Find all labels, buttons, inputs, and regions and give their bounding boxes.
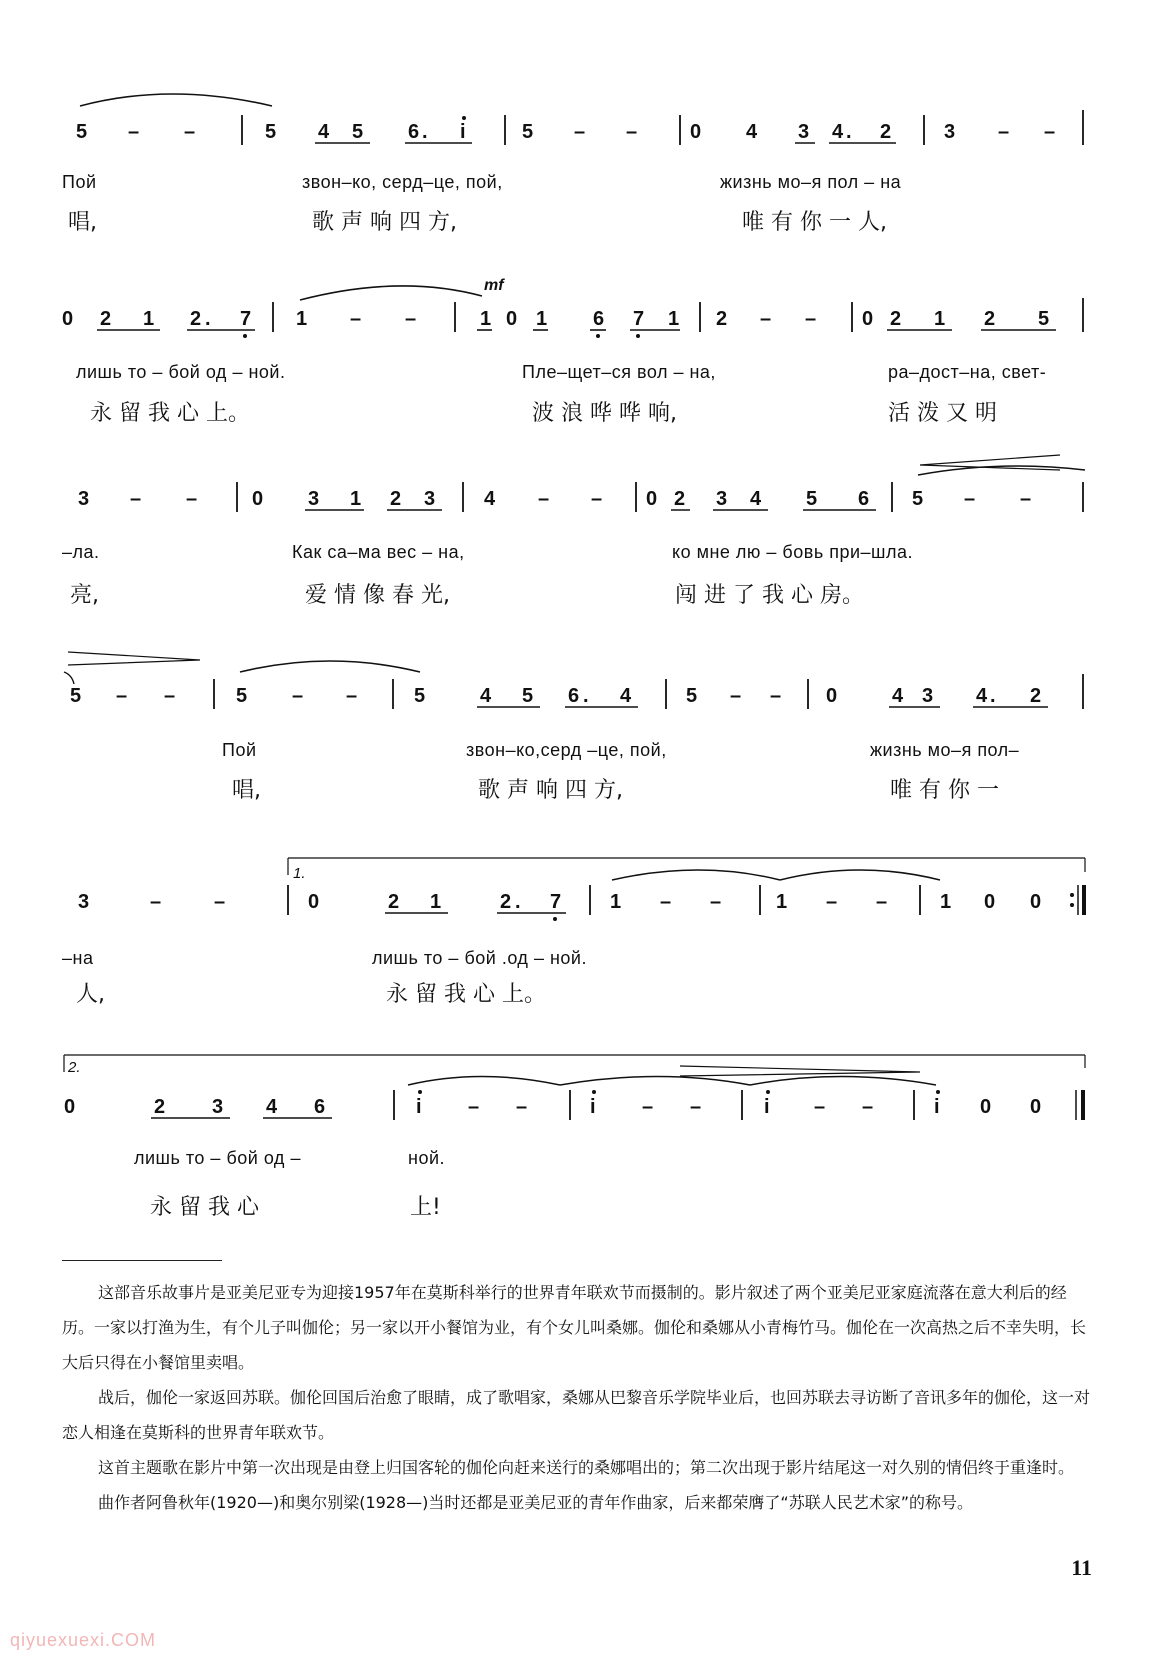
chinese-lyrics-line-5 [0,977,1150,1007]
svg-text:7: 7 [240,308,252,330]
svg-text:–: – [998,121,1010,143]
svg-text:–: – [826,891,838,913]
svg-text:–: – [642,1096,654,1118]
lyric-text: звон–ко,серд –це, пой, [466,740,667,760]
svg-text:4: 4 [480,685,492,707]
svg-text:3: 3 [922,685,934,707]
lyric-text: лишь то – бой од – ной. [76,362,286,382]
lyric-text: 永 留 我 心 上。 [90,401,250,426]
svg-text:.: . [205,308,211,330]
svg-text:0: 0 [252,488,264,510]
svg-text:–: – [805,308,817,330]
svg-text:0: 0 [64,1096,76,1118]
svg-text:–: – [292,685,304,707]
svg-text:–: – [814,1096,826,1118]
svg-text:0: 0 [506,308,518,330]
svg-text:3: 3 [212,1096,224,1118]
footnote-text [62,1275,1092,1520]
mf-dynamic-mark: mf [484,277,504,294]
chinese-lyrics-line-3 [0,578,1150,608]
svg-text:3: 3 [78,488,90,510]
svg-text:4: 4 [750,488,762,510]
second-ending-label: 2. [68,1059,81,1076]
svg-text:–: – [690,1096,702,1118]
footnote-divider [62,1260,222,1261]
svg-text:5: 5 [522,121,534,143]
svg-text:1: 1 [536,308,548,330]
lyric-text: 爱 情 像 春 光, [305,583,450,608]
svg-text:5: 5 [1038,308,1050,330]
svg-text:5: 5 [352,121,364,143]
svg-text:–: – [770,685,782,707]
svg-text:i: i [460,121,466,143]
lyric-text: ной. [408,1148,446,1168]
footnote-paragraph: 这部音乐故事片是亚美尼亚专为迎接1957年在莫斯科举行的世界青年联欢节而摄制的。影片叙述了两个亚美尼亚家庭流落在意大利后的经历。一家以打渔为生，有个儿子叫伽伦；另一家以开小餐馆为业，有个女儿叫桑娜。伽伦和桑娜从小青梅竹马。伽伦在一次高热之后不幸失明，长大后只得在小餐馆里卖唱。 [62,1283,1087,1372]
lyric-text: 歌 声 响 四 方, [478,778,623,803]
svg-text:4: 4 [892,685,904,707]
svg-text:–: – [164,685,176,707]
svg-text:i: i [934,1096,940,1118]
svg-text:1: 1 [668,308,680,330]
svg-text:4: 4 [318,121,330,143]
svg-text:–: – [350,308,362,330]
svg-text:0: 0 [984,891,996,913]
watermark: qiyuexuexi.COM [10,1630,157,1650]
svg-text:3: 3 [78,891,90,913]
svg-text:2: 2 [984,308,996,330]
svg-text:5: 5 [236,685,248,707]
lyric-text: –на [62,948,94,968]
svg-text:3: 3 [424,488,436,510]
svg-text:1: 1 [350,488,362,510]
lyric-text: ко мне лю – бовь при–шла. [672,542,913,562]
svg-text:6: 6 [593,308,605,330]
page-number: 11 [1071,1555,1092,1580]
svg-text:2: 2 [716,308,728,330]
svg-text:6: 6 [314,1096,326,1118]
svg-text:0: 0 [1030,1096,1042,1118]
svg-text:–: – [1020,488,1032,510]
svg-text:2: 2 [1030,685,1042,707]
svg-text:5: 5 [806,488,818,510]
svg-text:5: 5 [686,685,698,707]
svg-text:1: 1 [296,308,308,330]
lyric-text: 唯 有 你 一 人, [742,210,887,235]
chinese-lyrics-line-6 [0,1190,1150,1220]
svg-text:.: . [515,891,521,913]
svg-text:2: 2 [674,488,686,510]
svg-text:0: 0 [646,488,658,510]
svg-text:2: 2 [500,891,512,913]
footnote-paragraph: 这首主题歌在影片中第一次出现是由登上归国客轮的伽伦向赶来送行的桑娜唱出的；第二次出现于影片结尾这一对久别的情侣终于重逢时。 [98,1458,1075,1477]
svg-text:2: 2 [390,488,402,510]
svg-text:1: 1 [776,891,788,913]
footnote-paragraph: 战后，伽伦一家返回苏联。伽伦回国后治愈了眼睛，成了歌唱家，桑娜从巴黎音乐学院毕业后，也回苏联去寻访断了音讯多年的伽伦，这一对恋人相逢在莫斯科的世界青年联欢节。 [62,1388,1091,1442]
lyric-text: 上! [410,1195,441,1220]
svg-text:6: 6 [858,488,870,510]
svg-text:–: – [214,891,226,913]
svg-text:4: 4 [266,1096,278,1118]
lyric-text: 活 泼 又 明 [888,401,997,426]
russian-lyrics-line-4 [0,740,1150,770]
svg-text:–: – [660,891,672,913]
lyric-text: 唱, [232,778,261,803]
russian-lyrics-line-2 [0,362,1150,392]
lyric-text: лишь то – бой .од – ной. [372,948,587,968]
lyric-text: звон–ко, серд–це, пой, [302,172,503,192]
svg-text:5: 5 [912,488,924,510]
svg-text:.: . [846,121,852,143]
svg-text:–: – [591,488,603,510]
svg-text:i: i [416,1096,422,1118]
svg-text:4: 4 [484,488,496,510]
lyric-text: Пле–щет–ся вол – на, [522,362,716,382]
svg-text:4: 4 [832,121,844,143]
svg-text:3: 3 [944,121,956,143]
svg-text:0: 0 [62,308,74,330]
svg-text:–: – [710,891,722,913]
svg-text:5: 5 [265,121,277,143]
svg-text:2: 2 [890,308,902,330]
lyric-text: Пой [222,740,257,760]
lyric-text: 闯 进 了 我 心 房。 [675,583,864,608]
svg-text:4: 4 [620,685,632,707]
svg-text:i: i [590,1096,596,1118]
svg-text:–: – [760,308,772,330]
svg-text:–: – [964,488,976,510]
lyric-text: Как са–ма вес – на, [292,542,465,562]
svg-text:1: 1 [480,308,492,330]
chinese-lyrics-line-2 [0,396,1150,426]
svg-text:0: 0 [980,1096,992,1118]
svg-text:5: 5 [70,685,82,707]
lyric-text: 唯 有 你 一 [890,778,999,803]
svg-text:6: 6 [568,685,580,707]
russian-lyrics-line-6 [0,1148,1150,1178]
lyric-text: 波 浪 哗 哗 响, [532,401,677,426]
chinese-lyrics-line-4 [0,773,1150,803]
svg-text:–: – [128,121,140,143]
svg-text:2: 2 [880,121,892,143]
svg-text:–: – [405,308,417,330]
svg-text:2: 2 [154,1096,166,1118]
svg-text:1: 1 [934,308,946,330]
lyric-text: Пой [62,172,97,192]
russian-lyrics-line-1 [0,172,1150,202]
lyric-text: 唱, [68,210,97,235]
svg-text:5: 5 [414,685,426,707]
svg-text:3: 3 [308,488,320,510]
svg-text:2: 2 [100,308,112,330]
lyric-text: –ла. [62,542,100,562]
svg-text:–: – [130,488,142,510]
svg-text:3: 3 [798,121,810,143]
svg-text:1: 1 [610,891,622,913]
lyric-text: 人, [76,982,105,1007]
svg-text:0: 0 [1030,891,1042,913]
lyric-text: жизнь мо–я пол – на [720,172,902,192]
svg-text:.: . [422,121,428,143]
svg-text:0: 0 [826,685,838,707]
svg-text:–: – [346,685,358,707]
svg-text:.: . [990,685,996,707]
svg-text:7: 7 [633,308,645,330]
svg-text:4: 4 [976,685,988,707]
svg-text:–: – [116,685,128,707]
svg-text:3: 3 [716,488,728,510]
lyric-text: 永 留 我 心 [150,1195,259,1220]
svg-text:–: – [150,891,162,913]
svg-text:–: – [516,1096,528,1118]
svg-text:–: – [1044,121,1056,143]
footnote-paragraph: 曲作者阿鲁秋年(1920—)和奥尔别梁(1928—)当时还都是亚美尼亚的青年作曲家，后来都荣膺了“苏联人民艺术家”的称号。 [98,1493,973,1512]
russian-lyrics-line-5 [0,948,1150,978]
svg-text:1: 1 [430,891,442,913]
svg-text:2: 2 [190,308,202,330]
svg-text:6: 6 [408,121,420,143]
svg-text:.: . [583,685,589,707]
lyric-text: лишь то – бой од – [134,1148,301,1168]
svg-text:–: – [862,1096,874,1118]
svg-text:7: 7 [550,891,562,913]
svg-text:–: – [184,121,196,143]
svg-text:–: – [186,488,198,510]
svg-text:2: 2 [388,891,400,913]
lyric-text: 永 留 我 心 上。 [386,982,546,1007]
russian-lyrics-line-3 [0,542,1150,572]
svg-text:–: – [876,891,888,913]
svg-text:–: – [574,121,586,143]
chinese-lyrics-line-1 [0,205,1150,235]
svg-text:1: 1 [940,891,952,913]
svg-text:0: 0 [308,891,320,913]
svg-text:i: i [764,1096,770,1118]
lyric-text: 歌 声 响 四 方, [312,210,457,235]
svg-text:5: 5 [522,685,534,707]
svg-text:–: – [468,1096,480,1118]
svg-text:5: 5 [76,121,88,143]
lyric-text: жизнь мо–я пол– [870,740,1020,760]
svg-text:–: – [538,488,550,510]
svg-text:0: 0 [862,308,874,330]
lyric-text: 亮, [70,583,99,608]
svg-text:0: 0 [690,121,702,143]
svg-text:1: 1 [143,308,155,330]
svg-text:4: 4 [746,121,758,143]
svg-text:–: – [730,685,742,707]
svg-text:–: – [626,121,638,143]
lyric-text: ра–дост–на, свет- [888,362,1047,382]
first-ending-label: 1. [293,865,306,882]
